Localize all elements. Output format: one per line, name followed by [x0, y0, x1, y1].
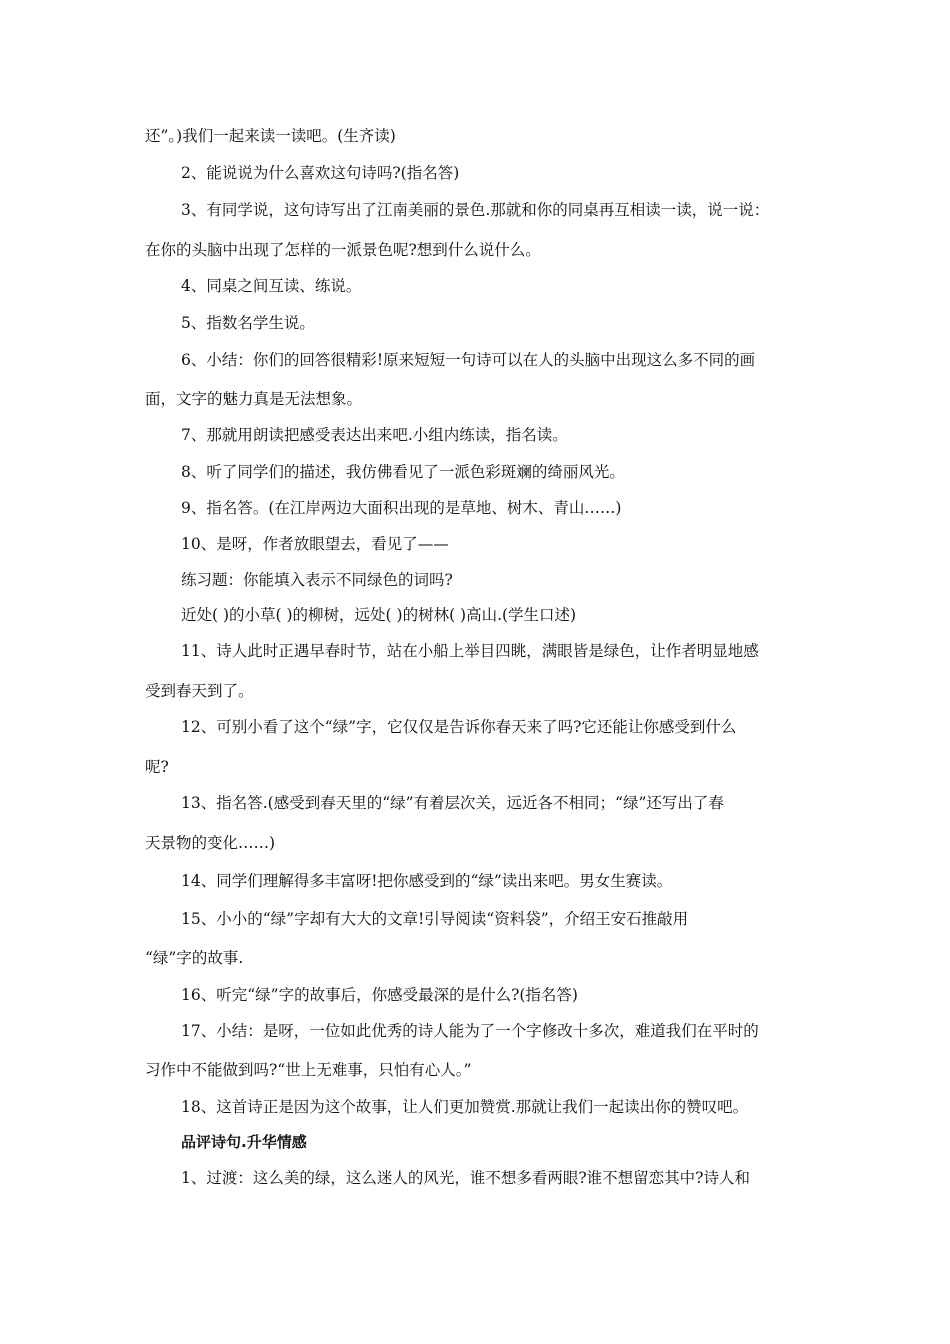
text-line: 呢?: [145, 758, 169, 776]
text-line: 9、指名答。(在江岸两边大面积出现的是草地、树木、青山……): [181, 499, 622, 517]
text-line: 面，文字的魅力真是无法想象。: [145, 390, 363, 408]
exercise-title: 练习题：你能填入表示不同绿色的词吗?: [181, 571, 453, 589]
text-line: 在你的头脑中出现了怎样的一派景色呢?想到什么说什么。: [145, 241, 541, 259]
text-line: “绿”字的故事.: [145, 949, 244, 967]
text-line: 8、听了同学们的描述，我仿佛看见了一派色彩斑斓的绮丽风光。: [181, 463, 625, 481]
text-line: 4、同桌之间互读、练说。: [181, 277, 362, 295]
text-line: 13、指名答.(感受到春天里的“绿”有着层次关，远近各不相同；“绿”还写出了春: [181, 794, 724, 812]
section-heading: 品评诗句.升华情感: [181, 1133, 307, 1151]
exercise-blanks: 近处( )的小草( )的柳树，远处( )的树林( )高山.(学生口述): [181, 606, 577, 624]
text-line: 12、可别小看了这个“绿”字，它仅仅是告诉你春天来了吗?它还能让你感受到什么: [181, 718, 737, 736]
text-line: 天景物的变化……): [145, 834, 276, 852]
text-line: 16、听完“绿”字的故事后，你感受最深的是什么?(指名答): [181, 986, 578, 1004]
text-line: 11、诗人此时正遇早春时节，站在小船上举目四眺，满眼皆是绿色，让作者明显地感: [181, 642, 759, 660]
text-line: 7、那就用朗读把感受表达出来吧.小组内练读，指名读。: [181, 426, 568, 444]
text-line: 受到春天到了。: [145, 682, 254, 700]
text-line: 10、是呀，作者放眼望去，看见了——: [181, 535, 449, 553]
text-line: 2、能说说为什么喜欢这句诗吗?(指名答): [181, 164, 460, 182]
text-line: 15、小小的“绿”字却有大大的文章!引导阅读“资料袋”，介绍王安石推敲用: [181, 910, 689, 928]
text-line: 5、指数名学生说。: [181, 314, 315, 332]
text-line: 还”。)我们一起来读一读吧。(生齐读): [145, 127, 396, 145]
text-line: 习作中不能做到吗?“世上无难事，只怕有心人。”: [145, 1061, 472, 1079]
text-line: 3、有同学说，这句诗写出了江南美丽的景色.那就和你的同桌再互相读一读，说一说：: [181, 201, 770, 219]
text-line: 14、同学们理解得多丰富呀!把你感受到的“绿”读出来吧。男女生赛读。: [181, 872, 673, 890]
text-line: 18、这首诗正是因为这个故事，让人们更加赞赏.那就让我们一起读出你的赞叹吧。: [181, 1098, 749, 1116]
text-line: 1、过渡：这么美的绿，这么迷人的风光，谁不想多看两眼?谁不想留恋其中?诗人和: [181, 1169, 750, 1187]
text-line: 17、小结：是呀，一位如此优秀的诗人能为了一个字修改十多次，难道我们在平时的: [181, 1022, 759, 1040]
text-line: 6、小结：你们的回答很精彩!原来短短一句诗可以在人的头脑中出现这么多不同的画: [181, 351, 756, 369]
